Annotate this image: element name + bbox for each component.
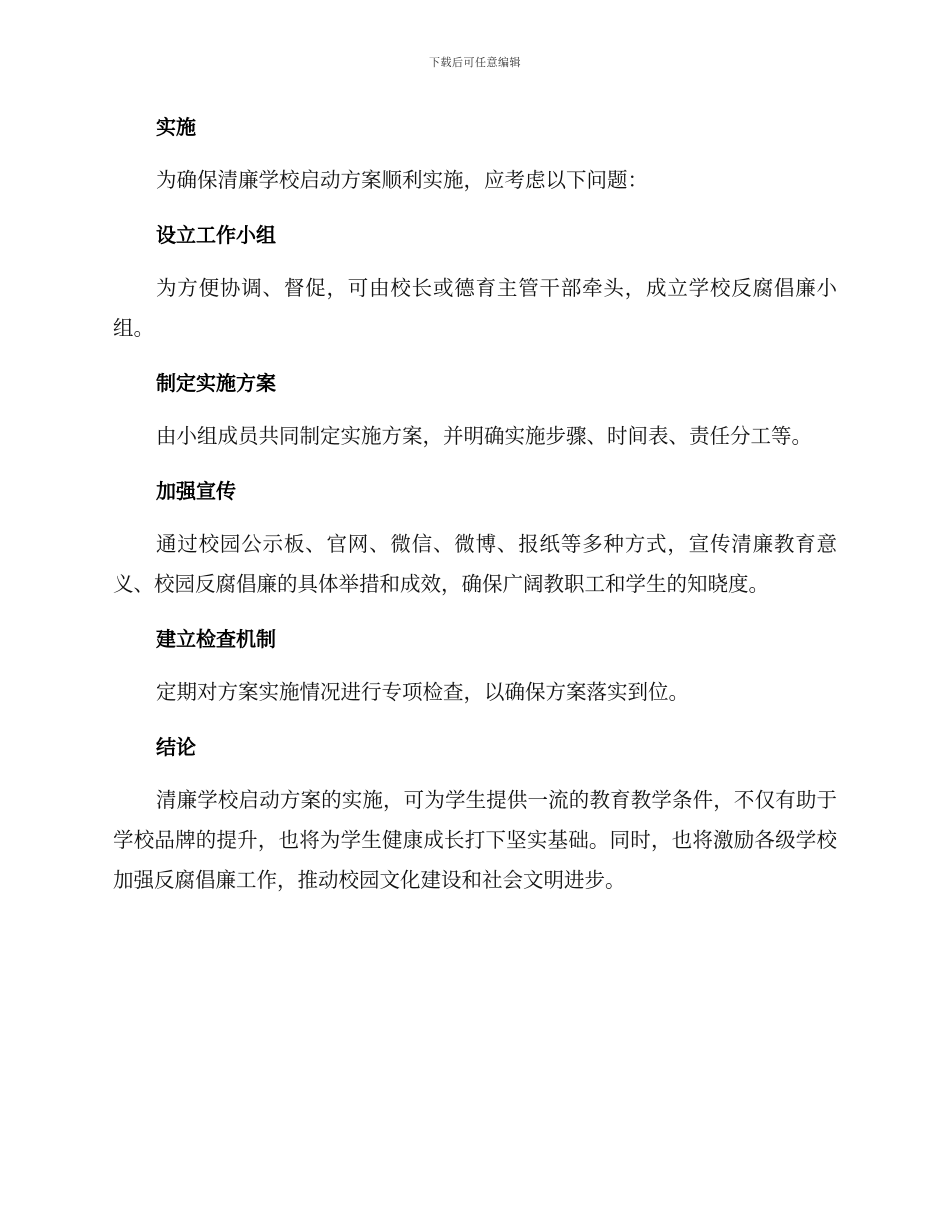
section-heading: 加强宣传 [156, 479, 236, 503]
header-note: 下载后可任意编辑 [429, 56, 521, 69]
section-heading: 制定实施方案 [156, 371, 276, 395]
section-working-group [113, 216, 837, 348]
section-paragraph: 为确保清廉学校启动方案顺利实施，应考虑以下问题： [156, 168, 648, 192]
section-heading: 设立工作小组 [156, 223, 276, 247]
section-implementation [113, 108, 837, 200]
section-implementation-plan [113, 364, 837, 456]
section-paragraph: 为方便协调、督促，可由校长或德育主管干部牵头，成立学校反腐倡廉小组。 [113, 276, 837, 340]
document-body [113, 108, 837, 900]
section-paragraph: 定期对方案实施情况进行专项检查，以确保方案落实到位。 [156, 680, 689, 704]
section-publicity [113, 472, 837, 604]
section-heading: 建立检查机制 [156, 627, 276, 651]
section-heading: 实施 [156, 115, 196, 139]
section-inspection-mechanism [113, 620, 837, 712]
section-heading: 结论 [156, 735, 196, 759]
section-paragraph: 由小组成员共同制定实施方案，并明确实施步骤、时间表、责任分工等。 [156, 424, 812, 448]
section-paragraph: 通过校园公示板、官网、微信、微博、报纸等多种方式，宣传清廉教育意义、校园反腐倡廉的具体举措和成效，确保广阔教职工和学生的知晓度。 [113, 532, 837, 596]
section-paragraph: 清廉学校启动方案的实施，可为学生提供一流的教育教学条件，不仅有助于学校品牌的提升，也将为学生健康成长打下坚实基础。同时，也将激励各级学校加强反腐倡廉工作，推动校园文化建设和社会文明进步。 [113, 788, 837, 892]
section-conclusion [113, 728, 837, 900]
